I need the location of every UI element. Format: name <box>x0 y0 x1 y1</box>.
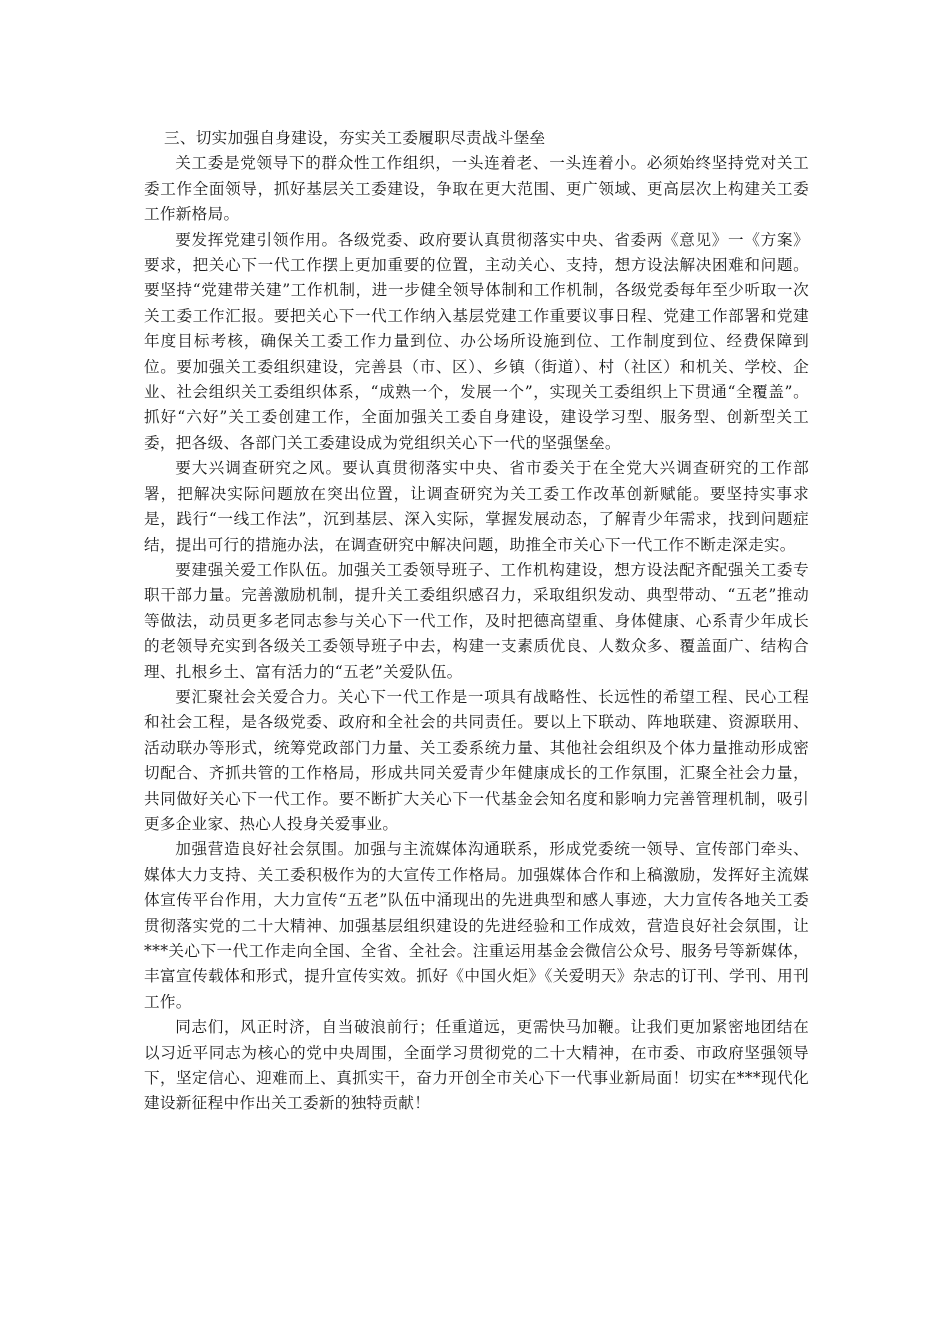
paragraph-publicity: 加强营造良好社会氛围。加强与主流媒体沟通联系，形成党委统一领导、宣传部门牵头、媒体大力支持、关工委积极作为的大宣传工作格局。加强媒体合作和上稿激励，发挥好主流媒体宣传平台作用，大力宣传“五老”队伍中涌现出的先进典型和感人事迹，大力宣传各地关工委贯彻落实党的二十大精神、加强基层组织建设的先进经验和工作成效，营造良好社会氛围，让***关心下一代工作走向全国、全省、全社会。注重运用基金会微信公众号、服务号等新媒体，丰富宣传载体和形式，提升宣传实效。抓好《中国火炬》《关爱明天》杂志的订刊、学刊、用刊工作。 <box>144 840 809 1011</box>
document-body <box>144 126 809 1117</box>
paragraph-intro: 关工委是党领导下的群众性工作组织，一头连着老、一头连着小。必须始终坚持党对关工委工作全面领导，抓好基层关工委建设，争取在更大范围、更广领域、更高层次上构建关工委工作新格局。 <box>144 154 809 224</box>
paragraph-closing: 同志们，风正时济，自当破浪前行；任重道远，更需快马加鞭。让我们更加紧密地团结在以习近平同志为核心的党中央周围，全面学习贯彻党的二十大精神，在市委、市政府坚强领导下，坚定信心、迎难而上、真抓实干，奋力开创全市关心下一代事业新局面！切实在***现代化建设新征程中作出关工委新的独特贡献！ <box>144 1018 809 1113</box>
paragraph-research: 要大兴调查研究之风。要认真贯彻落实中央、省市委关于在全党大兴调查研究的工作部署，把解决实际问题放在突出位置，让调查研究为关工委工作改革创新赋能。要坚持实事求是，践行“一线工作法”，沉到基层、深入实际，掌握发展动态，了解青少年需求，找到问题症结，提出可行的措施办法，在调查研究中解决问题，助推全市关心下一代工作不断走深走实。 <box>144 459 809 554</box>
paragraph-party-leadership: 要发挥党建引领作用。各级党委、政府要认真贯彻落实中央、省委两《意见》一《方案》要求，把关心下一代工作摆上更加重要的位置，主动关心、支持，想方设法解决困难和问题。要坚持“党建带关建”工作机制，进一步健全领导体制和工作机制，各级党委每年至少听取一次关工委工作汇报。要把关心下一代工作纳入基层党建工作重要议事日程、党建工作部署和党建年度目标考核，确保关工委工作力量到位、办公场所设施到位、工作制度到位、经费保障到位。要加强关工委组织建设，完善县（市、区）、乡镇（街道）、村（社区）和机关、学校、企业、社会组织关工委组织体系，“成熟一个，发展一个”，实现关工委组织上下贯通“全覆盖”。抓好“六好”关工委创建工作，全面加强关工委自身建设，建设学习型、服务型、创新型关工委，把各级、各部门关工委建设成为党组织关心下一代的坚强堡垒。 <box>144 230 809 452</box>
paragraph-team-building: 要建强关爱工作队伍。加强关工委领导班子、工作机构建设，想方设法配齐配强关工委专职干部力量。完善激励机制，提升关工委组织感召力，采取组织发动、典型带动、“五老”推动等做法，动员更多老同志参与关心下一代工作，及时把德高望重、身体健康、心系青少年成长的老领导充实到各级关工委领导班子中去，构建一支素质优良、人数众多、覆盖面广、结构合理、扎根乡土、富有活力的“五老”关爱队伍。 <box>144 560 809 681</box>
section-heading: 三、切实加强自身建设，夯实关工委履职尽责战斗堡垒 <box>164 129 546 147</box>
paragraph-social-synergy: 要汇聚社会关爱合力。关心下一代工作是一项具有战略性、长远性的希望工程、民心工程和社会工程，是各级党委、政府和全社会的共同责任。要以上下联动、阵地联建、资源联用、活动联办等形式，统筹党政部门力量、关工委系统力量、其他社会组织及个体力量推动形成密切配合、齐抓共管的工作格局，形成共同关爱青少年健康成长的工作氛围，汇聚全社会力量，共同做好关心下一代工作。要不断扩大关心下一代基金会知名度和影响力完善管理机制，吸引更多企业家、热心人投身关爱事业。 <box>144 687 809 833</box>
